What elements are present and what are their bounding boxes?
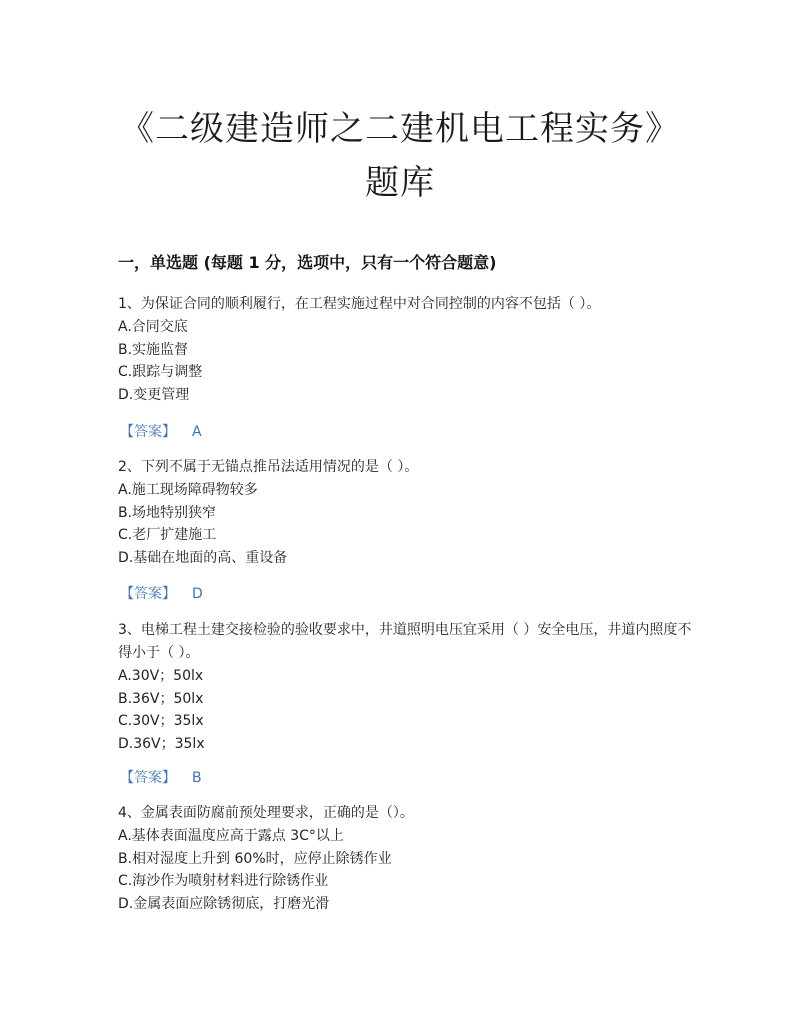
document-title-line-2: 题库 (365, 163, 435, 203)
option-c: C.30V；35lx (118, 713, 204, 729)
answer-label: 【答案】 (120, 586, 176, 602)
question-4 (118, 802, 698, 915)
option-b: B.36V；50lx (118, 690, 204, 707)
question-1 (118, 293, 698, 406)
option-d: D.变更管理 (118, 386, 190, 403)
option-b: B.实施监督 (118, 341, 189, 358)
option-d: D.36V；35lx (118, 735, 205, 752)
question-3 (118, 619, 698, 755)
option-d: D.基础在地面的高、重设备 (118, 549, 288, 566)
answer-3 (120, 767, 202, 787)
answer-1 (120, 421, 202, 441)
option-a: A.合同交底 (118, 319, 188, 335)
document-title-line-1: 《二级建造师之二建机电工程实务》 (120, 109, 680, 149)
option-b: B.相对湿度上升到 60%时，应停止除锈作业 (118, 850, 392, 867)
option-a: A.基体表面温度应高于露点 3C°以上 (118, 828, 344, 844)
answer-value: D (192, 586, 203, 602)
question-stem: 4、金属表面防腐前预处理要求，正确的是（）。 (118, 805, 414, 821)
answer-label: 【答案】 (120, 424, 176, 440)
option-c: C.老厂扩建施工 (118, 527, 217, 543)
answer-2 (120, 583, 203, 603)
option-a: A.施工现场障碍物较多 (118, 482, 258, 498)
answer-value: A (192, 424, 202, 440)
option-b: B.场地特别狭窄 (118, 504, 217, 521)
option-a: A.30V；50lx (118, 668, 204, 684)
answer-label: 【答案】 (120, 770, 176, 786)
option-c: C.跟踪与调整 (118, 364, 203, 380)
option-c: C.海沙作为喷射材料进行除锈作业 (118, 873, 329, 889)
section-heading: 一，单选题 (每题 1 分，选项中，只有一个符合题意) (118, 253, 497, 272)
question-stem: 1、为保证合同的顺利履行，在工程实施过程中对合同控制的内容不包括（ ）。 (118, 296, 601, 312)
answer-value: B (192, 770, 202, 786)
question-stem: 3、电梯工程土建交接检验的验收要求中，井道照明电压宜采用（ ）安全电压，井道内照度不得小于（ ）。 (118, 622, 692, 661)
question-stem: 2、下列不属于无锚点推吊法适用情况的是（ ）。 (118, 459, 419, 475)
question-2 (118, 456, 698, 569)
option-d: D.金属表面应除锈彻底，打磨光滑 (118, 895, 330, 912)
